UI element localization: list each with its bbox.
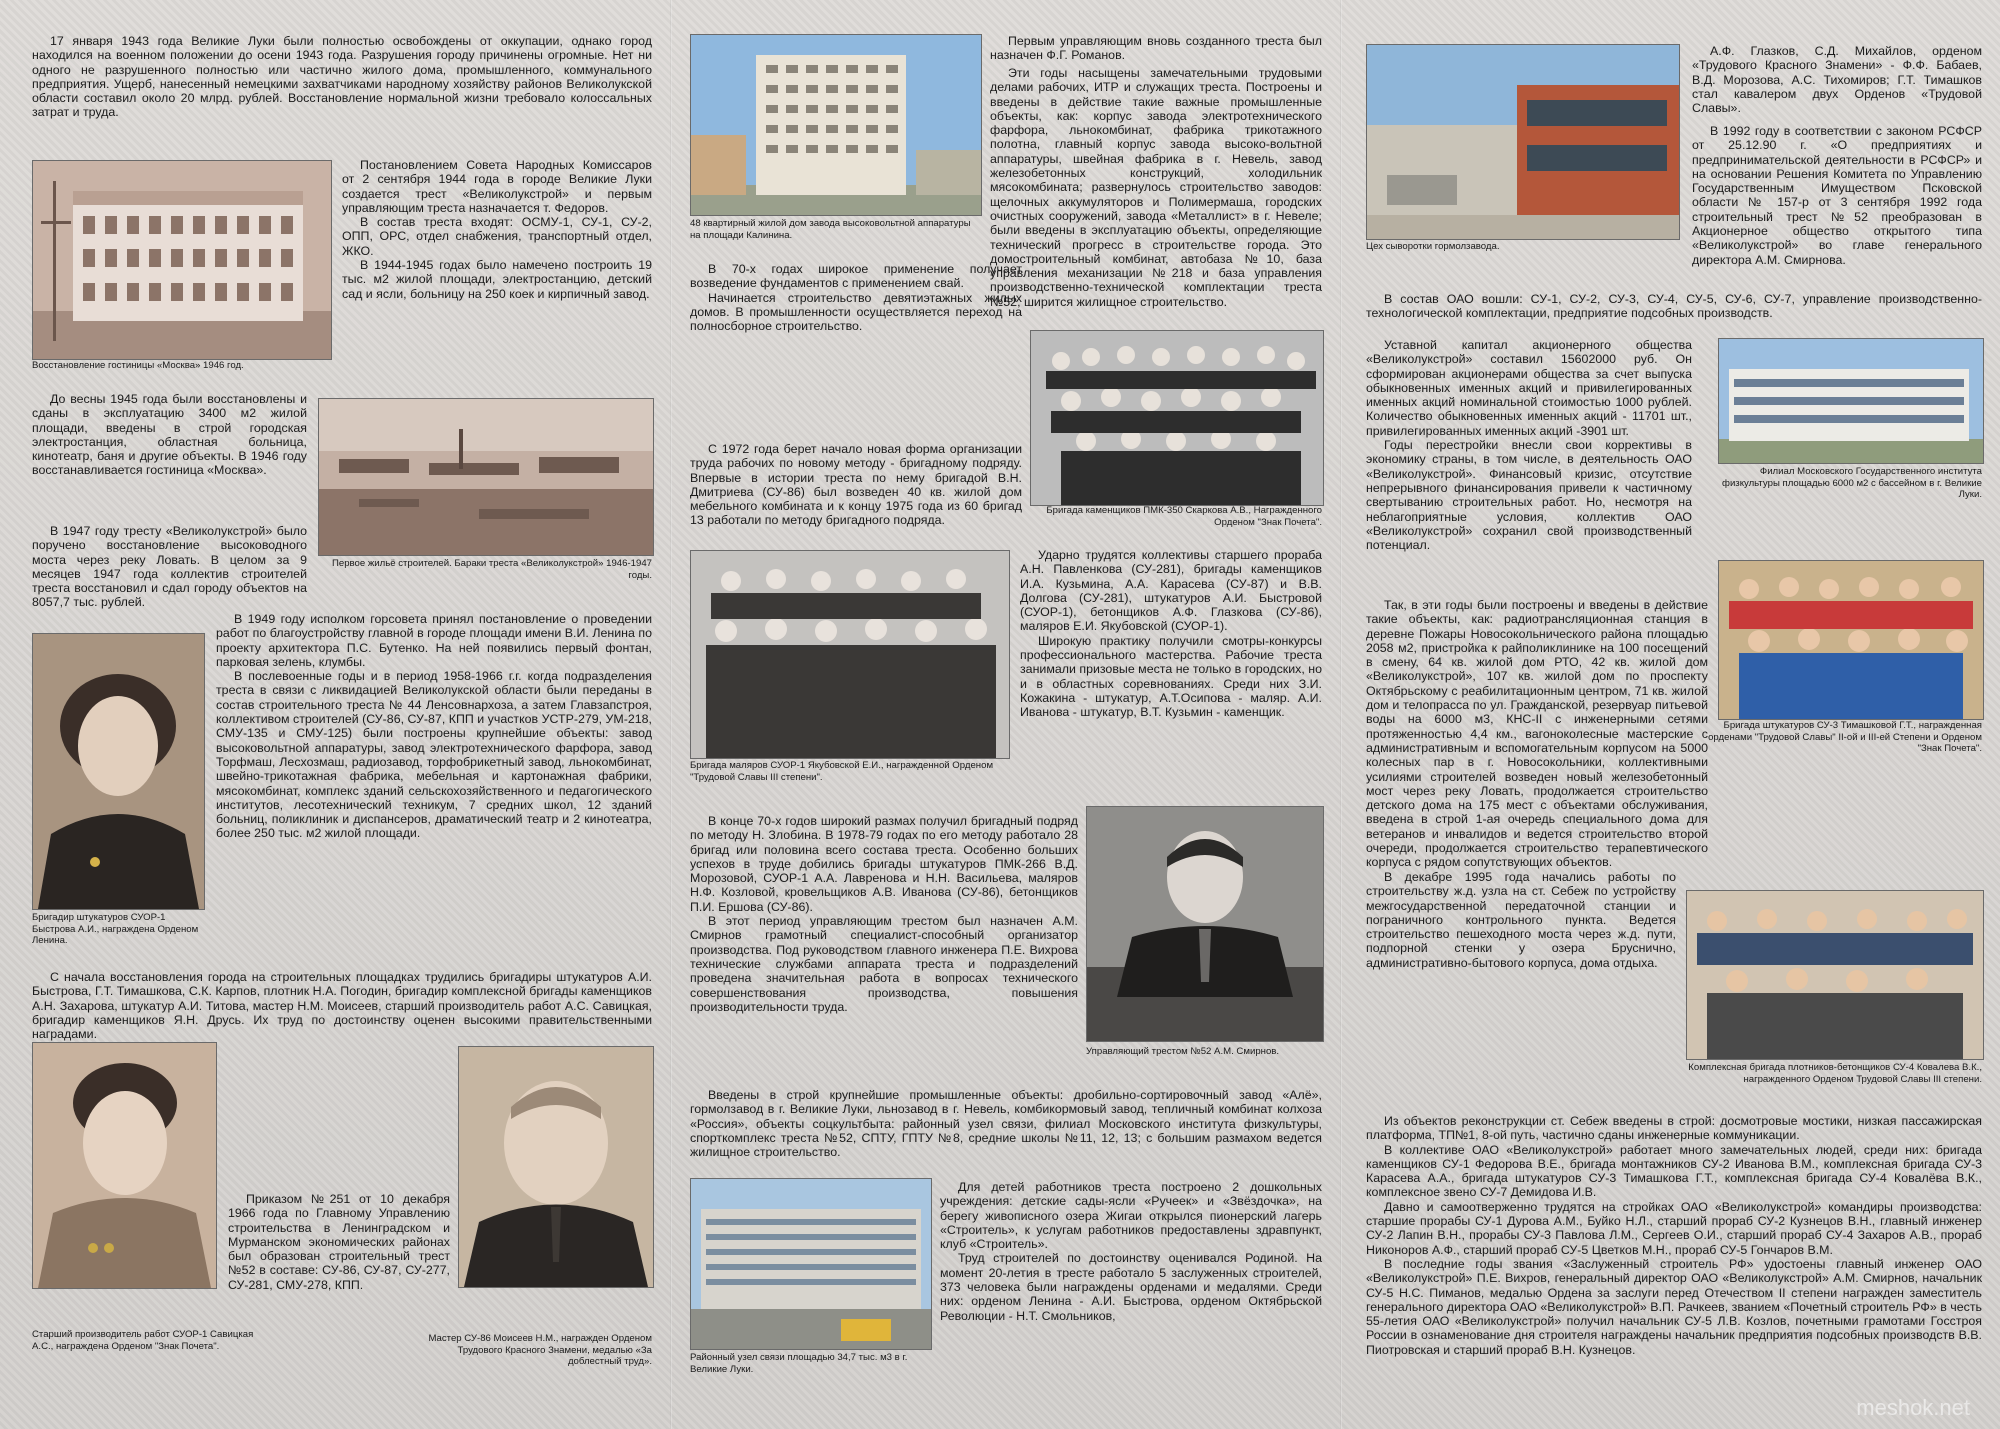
zlobin-text: В конце 70-х годов широкий размах получил бригадный подряд по методу Н. Злобина. В 1978-79 годах по его методу работало 28 бригад или половина всего состава треста. Особенно больших успехов в труде добились бригады штукатуров ПМК-266 В.Д. Морозовой, СУОР-1 А.А. Лавренова и Н.Н. Васильева, маляров Н.Ф. Козловой, кровельщиков А.В. Иванова (СУ-86), бетонщиков П.И. Ершова (СУ-86). В этот период управляющим трестом был назначен А.М. Смирнов грамотный специалист-способный организатор производства. Под руководством главного инженера П.Е. Вихрова технические службами аппарата треста и подразделений проведена значительная работа в вопросах технического совершенствования производства, повышения производительности труда. <box>690 814 1078 1014</box>
photo-moiseev <box>458 1046 654 1288</box>
fold-line-2 <box>1340 0 1342 1429</box>
caption-smirnov: Управляющий трестом №52 А.М. Смирнов. <box>1086 1046 1280 1057</box>
seventies-text: В 70-х годах широкое применение получает возведение фундаментов с применением свай. Начинается строительство девятиэтажных жилых домов. В промышленности осуществляется переход на полносборное строительство. <box>690 262 1022 334</box>
brigade-contract-text: С 1972 года берет начало новая форма организации труда рабочих по новому методу - бригадному подряду. Впервые в истории треста по нему бригадой В.Н. Дмитриева (СУ-86) был возведен 40 кв. жилой дом мебельного комбината и к концу 1975 года из 60 бригад 13 работали по методу бригадного подряда. <box>690 442 1022 528</box>
photo-smirnov <box>1086 806 1324 1042</box>
romanov-text: Первым управляющим вновь созданного треста был назначен Ф.Г. Романов. <box>990 34 1322 63</box>
major-objects-text: Введены в строй крупнейшие промышленные объекты: дробильно-сортировочный завод «Алё», гормолзавод в г. Великие Луки, льнозавод в г. Невель, комбикормовый завод, тепличный комбинат колхоза «Россия», объекты соцкультбыта: районный узел связи, филиал Московского института физкультуры, спорткомплекс треста №52, СПТУ, ГПТУ №8, средние школы №11, 12, 13; с большим размахом ведется жилищное строительство. <box>690 1088 1322 1160</box>
caption-whey: Цех сыворотки гормолзавода. <box>1366 241 1500 252</box>
caption-hotel: Восстановление гостиницы «Москва» 1946 год. <box>32 360 244 371</box>
shock-workers-text: Ударно трудятся коллективы старшего прораба А.Н. Павленкова (СУ-281), бригады каменщиков И.А. Кузьмина, А.А. Карасева (СУ-87) и В.В. Долгова (СУ-281), штукатуров А.И. Быстровой (СУОР-1), бетонщиков А.Ф. Глазкова (СУ-86), маляров Е.И. Якубовской (СУОР-1). Широкую практику получили смотры-конкурсы профессионального мастерства. Рабочие треста занимали призовые места не только в городских, но и в областных соревнованиях. Среди них З.И. Кожакина - штукатур, А.Т.Осипова - маляр. А.И. Иванова - штукатур, В.Т. Кузьмин - каменщик. <box>1020 548 1322 720</box>
watermark: meshok.net <box>1856 1395 1970 1420</box>
photo-masons-brigade <box>1030 330 1324 506</box>
photo-hotel-moskva <box>32 160 332 360</box>
order-251-text: Приказом №251 от 10 декабря 1966 года по Главному Управлению строительства в Ленинградском и Мурманском экономических районах был образован строительный трест №52 в составе: СУ-86, СУ-87, СУ-277, СУ-281, СМУ-278, КПП. <box>228 1192 450 1292</box>
text-1947: В 1947 году тресту «Великолукстрой» было поручено восстановление высоководного моста через реку Ловать. В целом за 9 месяцев 1947 года коллектив строителей треста восстановил и сдал городу объектов на 8057,7 тыс. рублей. <box>32 524 307 610</box>
photo-savitskaya <box>32 1042 217 1289</box>
photo-communication-node <box>690 1178 932 1350</box>
capital-text: Уставной капитал акционерного общества «Великолукстрой» составил 15602000 руб. Он сформирован акционерами общества за счет выпуска обыкновенных именных акций и привилегированных именных акций номинальной стоимостью 1000 рублей. Количество обыкновенных именных акций - 11701 шт., привилегированных именных акций -3901 шт. Годы перестройки внесли свои коррективы в экономику страны, в том числе, в деятельность ОАО «Великолукстрой». Финансовый кризис, отсутствие непрерывного финансирования привели к частичному свертыванию строительных работ. Но, несмотря на неблагоприятные условия, коллектив ОАО «Великолукстрой» сохранил свой производственный потенциал. <box>1366 338 1692 553</box>
caption-branch: Филиал Московского Государственного института физкультуры площадью 6000 м2 с бассейном в г. Великие Луки. <box>1722 466 1982 500</box>
brigades-text: С начала восстановления города на строительных площадках трудились бригадиры штукатуров А.И. Быстрова, Г.Т. Тимашкова, С.К. Карпов, плотник Н.А. Погодин, бригадир комплексной бригады каменщиков А.Н. Захарова, штукатур А.И. Титова, мастер Н.М. Моисеев, старший производитель работ А.С. Савицкая, бригадир каменщиков Я.Н. Друсь. Их труд по достоинству оценен высокими правительственными наградами. <box>32 970 652 1042</box>
photo-barracks <box>318 398 654 556</box>
caption-house: 48 квартирный жилой дом завода высоковольтной аппаратуры на площади Калинина. <box>690 218 971 241</box>
caption-node: Районный узел связи площадью 34,7 тыс. м3 в г. Великие Луки. <box>690 1352 908 1375</box>
text-1949: В 1949 году исполком горсовета принял постановление о проведении работ по благоустройству главной в городе площади имени В.И. Ленина по проекту архитектора П.С. Бутенко. На ней появились первый фонтан, парковая зелень, клумбы. В послевоенные годы и в период 1958-1966 г.г. когда подразделения треста в связи с ликвидацией Великолукской области были переданы в состав строительного треста № 44 Ленсовнархоза, а затем Главзапстроя, коллективом строителей (СУ-86, СУ-87, КПП и участков УСТР-279, УМ-218, СМУ-135 и СМУ-125) были построены крупнейшие объекты: завод высоковольтной аппаратуры, завод электротехнического фарфора, завод Торфмаш, Лесхозмаш, радиозавод, торфобрикетный завод, льнокомбинат, швейно-трикотажная фабрика, мебельная и картонажная фабрики, мясокомбинат, комплекс зданий сельскохозяйственного и педагогического институтов, лесотехнический техникум, 7 средних школ, 12 зданий больниц, поликлиник и диспансеров, драматический театр и 2 кинотеатра, более 250 тыс. м2 жилой площади. <box>216 612 652 841</box>
photo-painters-brigade <box>690 550 1010 759</box>
built-objects-text: Так, в эти годы были построены и введены в действие такие объекты, как: радиотрансляционная станция в деревне Пожары Новосокольнического района площадью 2058 м2, пристройка к райполиклинике на 100 посещений в смену, 64 кв. жилой дом РТО, 42 кв. жилой дом «Великолукстрой», 107 кв. жилой дом по проспекту Октябрьскому с реабилитационным центром, 71 кв. жилой дом и телопрасса по ул. Гражданской, резервуар питьевой воды на 6000 м3, КНС-II с инженерными сетями протяженностью 4,4 км., вагоноколесные мастерские с административным и вспомогательным корпусом на 5000 колесных пар в г. Новосокольники, коллективными усилиями строителей возведен новый железобетонный мост через реку Ловать, продолжается строительство детского дома на 175 мест с объектами обслуживания, введена в строй 1-ая очередь специального дома для ветеранов и инвалидов и ведется строительство второй очереди, продолжается строительство терапевтического корпуса с рядом сопутствующих объектов. <box>1366 598 1708 870</box>
resolution-text: Постановлением Совета Народных Комиссаров от 2 сентября 1944 года в городе Великие Луки создается трест «Великолукстрой» и первым управляющим треста назначается т. Федоров. В состав треста входят: ОСМУ-1, СУ-1, СУ-2, ОПП, ОРС, отдел снабжения, транспортный отдел, ЖКО. В 1944-1945 годах было намечено построить 19 тыс. м2 жилой площади, электростанцию, детский сад и ясли, больницу на 250 коек и кирпичный завод. <box>342 158 652 301</box>
caption-barracks: Первое жильё строителей. Бараки треста «Великолукстрой» 1946-1947 годы. <box>331 558 652 581</box>
caption-savitskaya: Старший производитель работ СУОР-1 Савицкая А.С., награждена Орденом "Знак Почета". <box>32 1329 254 1352</box>
text-1995: В декабре 1995 года начались работы по строительству ж.д. узла на ст. Себеж по устройству межгосударственной передаточной станции и пограничного контрольного пункта. Ведется строительство пешеходного моста через ж.д. пути, подпорной стенки у озера Бруснично, административно-бытового корпуса, дома отдыха. <box>1366 870 1676 970</box>
photo-kovalev-brigade <box>1686 890 1984 1060</box>
text-1992: В 1992 году в соответствии с законом РСФСР от 25.12.90 г. «О предприятиях и предпринимательской деятельности в РСФСР» и на основании Решения Комитета по Управлению Государственным Имуществом Псковской области № 157-р от 3 сентября 1992 года строительный трест №52 преобразован в Акционерное общество открытого типа «Великолукстрой» во главе генерального директора А.М. Смирнова. <box>1692 124 1982 267</box>
children-text: Для детей работников треста построено 2 дошкольных учреждения: детские сады-ясли «Ручеек» и «Звёздочка», на берегу живописного озера Жигаи открылся пионерский лагерь «Строитель», к услугам работников предоставлены здравпункт, клуб «Строитель». Труд строителей по достоинству оценивался Родиной. На момент 20-летия в тресте работало 5 заслуженных строителей, 373 человека были награждены орденами и медалями. Среди них: орденом Ленина - А.И. Быстрова, орденом Октябрьской Революции - Н.Т. Смольников, <box>940 1180 1322 1323</box>
awards-text: А.Ф. Глазков, С.Д. Михайлов, орденом «Трудового Красного Знамени» - Ф.Ф. Бабаев, В.Д. Морозова, А.С. Тихомиров; Г.Т. Тимашков стал кавалером двух Орденов «Трудовой Славы». <box>1692 44 1982 116</box>
caption-moiseev: Мастер СУ-86 Моисеев Н.М., награжден Орденом Трудового Красного Знамени, медалью «За доблестный труд». <box>428 1333 652 1367</box>
photo-timashkov-brigade <box>1718 560 1984 720</box>
photo-residential-house <box>690 34 982 216</box>
caption-painters: Бригада маляров СУОР-1 Якубовской Е.И., награжденной Орденом "Трудовой Славы III степени". <box>690 760 994 783</box>
caption-kovalev: Комплексная бригада плотников-бетонщиков СУ-4 Ковалева В.К., награжденного Орденом Трудовой Славы III степени. <box>1688 1062 1982 1085</box>
caption-bystrova: Бригадир штукатуров СУОР-1 Быстрова А.И., награждена Орденом Ленина. <box>32 912 199 946</box>
spring-1945-text: До весны 1945 года были восстановлены и сданы в эксплуатацию 3400 м2 жилой площади, введены в строй городская электростанция, областная больница, кинотеатр, баня и другие объекты. В 1946 году восстанавливается гостиница «Москва». <box>32 392 307 478</box>
members-text: В состав ОАО вошли: СУ-1, СУ-2, СУ-3, СУ-4, СУ-5, СУ-6, СУ-7, управление производственно-технологической комплектации, предприятие подсобных производств. <box>1366 292 1982 321</box>
photo-bystrova <box>32 633 205 910</box>
photo-institute-branch <box>1718 338 1984 464</box>
fold-line-1 <box>670 0 672 1429</box>
closing-text: Из объектов реконструкции ст. Себеж введены в строй: досмотровые мостики, низкая пассажирская платформа, ТП№1, 8-ой путь, частично сданы инженерные коммуникации. В коллективе ОАО «Великолукстрой» работает много замечательных людей, среди них: бригада каменщиков СУ-1 Федорова В.Е., бригада монтажников СУ-2 Иванова В.М., комплексная бригада СУ-3 Карасева А.А., бригада штукатуров СУ-3 Тимашкова Г.Т., комплексная бригада СУ-4 Ковалёва В.К., комплексное звено СУ-7 Демидова И.В. Давно и самоотверженно трудятся на стройках ОАО «Великолукстрой» командиры производства: старшие прорабы СУ-1 Дурова А.М., Буйко Н.Л., старший прораб СУ-2 Кузнецов В.Н., главный инженер СУ-2 Лапин В.Н., прорабы СУ-3 Павлова Л.М., Сергеев О.И., старший прораб СУ-4 Захаров А.В., прораб Никоноров А.Ф., старший прораб СУ-5 Цветков М.Н., прораб СУ-5 Гончаров В.М. В последние годы звания «Заслуженный строитель РФ» удостоены главный инженер ОАО «Великолукстрой» П.Е. Вихров, генеральный директор ОАО «Великолукстрой» А.М. Смирнов, начальник СУ-5 Н.С. Пиманов, медалью Ордена за заслуги перед Отечеством II степени награжден заместитель генерального директора ОАО «Великолукстрой» В.П. Рачкеев, званием «Почетный строитель РФ» в честь 55-летия ОАО «Великолукстрой» получил начальник СУ-5 Л.В. Козлов, почетными грамотами Госстроя России в ознаменование дня строителя награждены начальник предприятия подсобных производств В.В. Пиотровская и старший прораб В.Н. Кузнецов. <box>1366 1114 1982 1357</box>
years-text: Эти годы насыщены замечательными трудовыми делами рабочих, ИТР и служащих треста. Построены и введены в действие такие важные промышленные объекты, как: корпус завода электротехнического фарфора, льнокомбинат, фабрика трикотажного полотна, главный корпус завода высоко-вольтной аппаратуры, швейная фабрика в г. Невель, завод железобетонных конструкций, холодильник мясокомбината; развернулось строительство заводов: щелочных аккумуляторов и Полимермаша, городских очистных сооружений, завода «Металлист» в г. Невеле; были введены в эксплуатацию объекты, определяющие технический прогресс в строительстве города. Это домостроительный комбинат, автобаза №10, база управления механизации №218 и база управления производственно-технической комплектации треста №52, ширится жилищное строительство. <box>990 66 1322 309</box>
photo-whey-workshop <box>1366 44 1680 240</box>
intro-text: 17 января 1943 года Великие Луки были полностью освобождены от оккупации, однако город находился на военном положении до осени 1943 года. Разрушения городу причинены огромные. Нет ни одного не разрушенного полностью или частично жилого дома, промышленного, коммунального предприятия. Ущерб, нанесенный немецкими захватчиками народному хозяйству районов Великолукской области составил около 20 млрд. рублей. Восстановление нормальной жизни требовало колоссальных затрат и труда. <box>32 34 652 120</box>
caption-masons: Бригада каменщиков ПМК-350 Скаркова А.В., Награжденного Орденом "Знак Почета". <box>1046 505 1322 528</box>
caption-timashkov: Бригада штукатуров СУ-3 Тимашковой Г.Т., награжденная орденами "Трудовой Славы" II-ой и III-ей Степени и Орденом "Знак Почета". <box>1708 720 1982 754</box>
